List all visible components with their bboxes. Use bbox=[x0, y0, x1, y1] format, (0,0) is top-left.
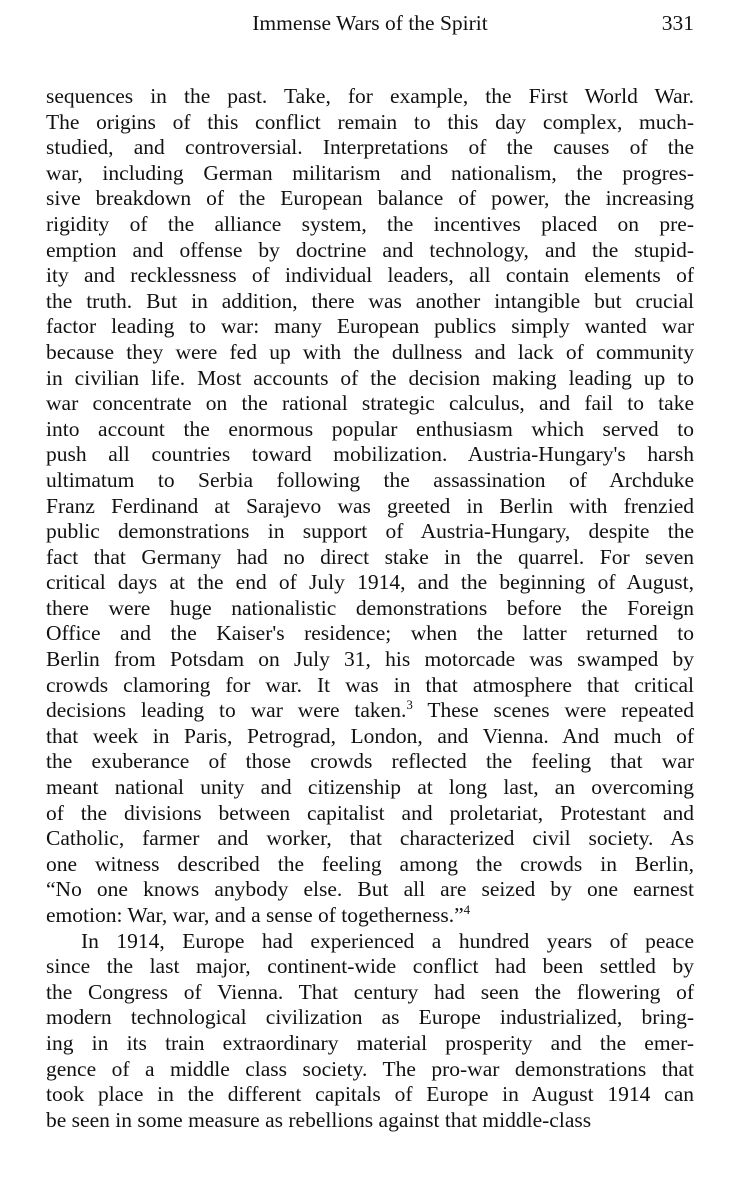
text-line bbox=[46, 340, 694, 366]
text-line bbox=[46, 494, 694, 520]
text-run: Catholic, farmer and worker, that characterized civil society. As bbox=[46, 826, 694, 851]
text-run: of the divisions between capitalist and proletariat, Protestant and bbox=[46, 800, 694, 825]
text-line bbox=[46, 749, 694, 775]
footnote-marker: 3 bbox=[406, 697, 413, 713]
text-line bbox=[46, 724, 694, 750]
text-line bbox=[46, 826, 694, 852]
text-run: decisions leading to war were taken. bbox=[46, 698, 407, 723]
text-run: Berlin from Potsdam on July 31, his motorcade was swamped by bbox=[46, 647, 694, 672]
text-run: ity and recklessness of individual leaders, all contain elements of bbox=[46, 263, 694, 288]
text-line bbox=[46, 980, 694, 1006]
text-run: fact that Germany had no direct stake in the quarrel. For seven bbox=[46, 544, 694, 569]
page-number: 331 bbox=[661, 11, 694, 35]
text-line bbox=[46, 314, 694, 340]
text-line bbox=[46, 570, 694, 596]
text-line bbox=[46, 647, 694, 673]
paragraph bbox=[46, 84, 694, 929]
text-line bbox=[46, 468, 694, 494]
text-run: modern technological civilization as Europe industrialized, bring- bbox=[46, 1005, 694, 1030]
running-head bbox=[46, 8, 694, 38]
text-line bbox=[46, 186, 694, 212]
text-run: the exuberance of those crowds reflected the feeling that war bbox=[46, 749, 694, 774]
text-run: public demonstrations in support of Austria-Hungary, despite the bbox=[46, 519, 694, 544]
text-run: that week in Paris, Petrograd, London, and Vienna. And much of bbox=[46, 723, 694, 748]
text-run: emption and offense by doctrine and technology, and the stupid- bbox=[46, 237, 694, 262]
text-line bbox=[46, 596, 694, 622]
text-line bbox=[46, 442, 694, 468]
body-text bbox=[46, 84, 694, 1133]
text-line bbox=[46, 417, 694, 443]
text-line bbox=[46, 673, 694, 699]
text-line bbox=[46, 621, 694, 647]
text-line bbox=[46, 801, 694, 827]
text-line bbox=[46, 903, 694, 929]
text-run: Franz Ferdinand at Sarajevo was greeted in Berlin with frenzied bbox=[46, 493, 694, 518]
text-run: “No one knows anybody else. But all are seized by one earnest bbox=[46, 877, 694, 902]
text-run: studied, and controversial. Interpretations of the causes of the bbox=[46, 135, 694, 160]
text-run: The origins of this conflict remain to this day complex, much- bbox=[46, 109, 694, 134]
text-line bbox=[46, 954, 694, 980]
text-line bbox=[46, 852, 694, 878]
footnote-marker: 4 bbox=[463, 902, 471, 917]
text-run: since the last major, continent-wide conflict had been settled by bbox=[46, 954, 694, 979]
text-run: push all countries toward mobilization. Austria-Hungary's harsh bbox=[46, 442, 694, 467]
text-line bbox=[46, 391, 694, 417]
text-run: These scenes were repeated bbox=[412, 698, 694, 723]
text-run: ing in its train extraordinary material prosperity and the emer- bbox=[46, 1030, 694, 1055]
text-line bbox=[46, 877, 694, 903]
text-run: war, including German militarism and nationalism, the progres- bbox=[46, 160, 694, 185]
text-run: Office and the Kaiser's residence; when the latter returned to bbox=[46, 621, 694, 646]
running-title: Immense Wars of the Spirit bbox=[252, 11, 488, 35]
text-line bbox=[46, 238, 694, 264]
text-run: gence of a middle class society. The pro-war demonstrations that bbox=[46, 1056, 694, 1081]
text-run: sequences in the past. Take, for example, the First World War. bbox=[46, 84, 694, 108]
text-line bbox=[46, 110, 694, 136]
paragraph bbox=[46, 929, 694, 1134]
text-run: rigidity of the alliance system, the incentives placed on pre- bbox=[46, 211, 694, 236]
text-line bbox=[46, 775, 694, 801]
text-run: critical days at the end of July 1914, and the beginning of August, bbox=[46, 570, 694, 595]
text-run: factor leading to war: many European publics simply wanted war bbox=[46, 314, 694, 339]
text-run: In 1914, Europe had experienced a hundred years of peace bbox=[81, 928, 694, 953]
text-line bbox=[46, 161, 694, 187]
text-line bbox=[46, 212, 694, 238]
text-line bbox=[46, 1031, 694, 1057]
text-run: in civilian life. Most accounts of the decision making leading up to bbox=[46, 365, 694, 390]
text-run: the truth. But in addition, there was another intangible but crucial bbox=[46, 288, 694, 313]
text-line bbox=[46, 84, 694, 110]
text-run: crowds clamoring for war. It was in that atmosphere that critical bbox=[46, 672, 694, 697]
text-run: war concentrate on the rational strategic calculus, and fail to take bbox=[46, 391, 694, 416]
text-run: one witness described the feeling among the crowds in Berlin, bbox=[46, 851, 694, 876]
text-run: be seen in some measure as rebellions against that middle-class bbox=[46, 1107, 592, 1132]
text-run: the Congress of Vienna. That century had seen the flowering of bbox=[46, 979, 694, 1004]
text-run: sive breakdown of the European balance of power, the increasing bbox=[46, 186, 694, 211]
text-run: emotion: War, war, and a sense of togetherness.” bbox=[46, 903, 464, 927]
text-run: meant national unity and citizenship at long last, an overcoming bbox=[46, 775, 694, 800]
text-line bbox=[46, 135, 694, 161]
text-line bbox=[46, 289, 694, 315]
text-run: ultimatum to Serbia following the assassination of Archduke bbox=[46, 467, 694, 492]
text-run: because they were fed up with the dullness and lack of community bbox=[46, 339, 694, 364]
text-line bbox=[46, 545, 694, 571]
text-run: there were huge nationalistic demonstrations before the Foreign bbox=[46, 595, 694, 620]
text-line bbox=[46, 929, 694, 955]
text-run: into account the enormous popular enthusiasm which served to bbox=[46, 416, 694, 441]
text-line bbox=[46, 698, 694, 724]
text-line bbox=[46, 1005, 694, 1031]
text-line bbox=[46, 1057, 694, 1083]
text-line bbox=[46, 263, 694, 289]
text-line bbox=[46, 1108, 694, 1134]
text-line bbox=[46, 366, 694, 392]
text-run: took place in the different capitals of Europe in August 1914 can bbox=[46, 1082, 694, 1107]
text-line bbox=[46, 1082, 694, 1108]
text-line bbox=[46, 519, 694, 545]
